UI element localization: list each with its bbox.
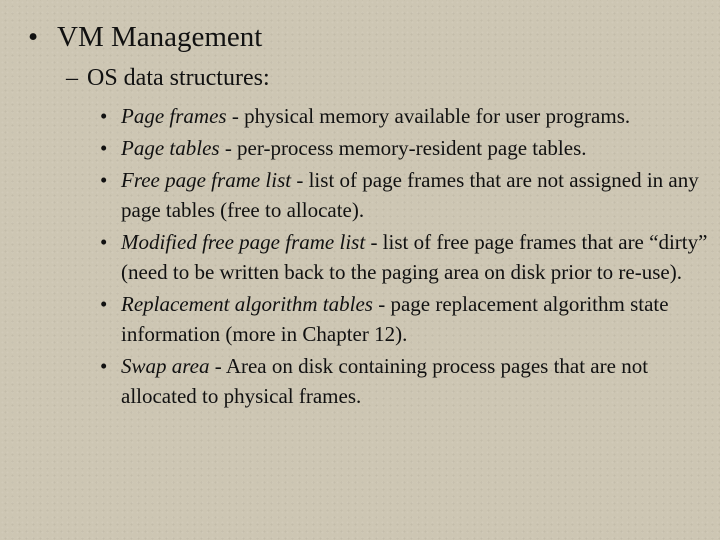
sub-heading xyxy=(66,62,270,94)
list-item xyxy=(100,289,710,349)
data-structures-list xyxy=(100,101,710,413)
dash-icon: – xyxy=(66,65,78,91)
item-term: Modified free page frame list xyxy=(121,230,366,254)
bullet-icon: • xyxy=(100,136,108,160)
sub-heading-text: OS data structures: xyxy=(87,65,270,91)
list-item xyxy=(100,133,710,163)
bullet-icon: • xyxy=(28,21,39,53)
item-description: - Area on disk containing process pages that are not allocated to physical frames. xyxy=(121,354,649,408)
item-description: - page replacement algorithm state information (more in Chapter 12). xyxy=(121,292,669,346)
list-item xyxy=(100,227,710,287)
list-item xyxy=(100,165,710,225)
item-term: Free page frame list xyxy=(121,168,292,192)
slide-heading xyxy=(28,19,262,55)
bullet-icon: • xyxy=(100,354,108,378)
item-term: Replacement algorithm tables xyxy=(121,292,373,316)
item-description: - per-process memory-resident page tables. xyxy=(219,136,587,160)
item-description: - physical memory available for user programs. xyxy=(226,104,631,128)
item-term: Page frames xyxy=(121,104,227,128)
item-term: Swap area xyxy=(121,354,210,378)
item-description: - list of free page frames that are “dirty” (need to be written back to the paging area on disk prior to re-use). xyxy=(121,230,708,284)
bullet-icon: • xyxy=(100,292,108,316)
heading-text: VM Management xyxy=(57,21,263,53)
bullet-icon: • xyxy=(100,168,108,192)
list-item xyxy=(100,101,710,131)
bullet-icon: • xyxy=(100,230,108,254)
item-term: Page tables xyxy=(121,136,220,160)
item-description: - list of page frames that are not assigned in any page tables (free to allocate). xyxy=(121,168,699,222)
bullet-icon: • xyxy=(100,104,108,128)
list-item xyxy=(100,351,710,411)
